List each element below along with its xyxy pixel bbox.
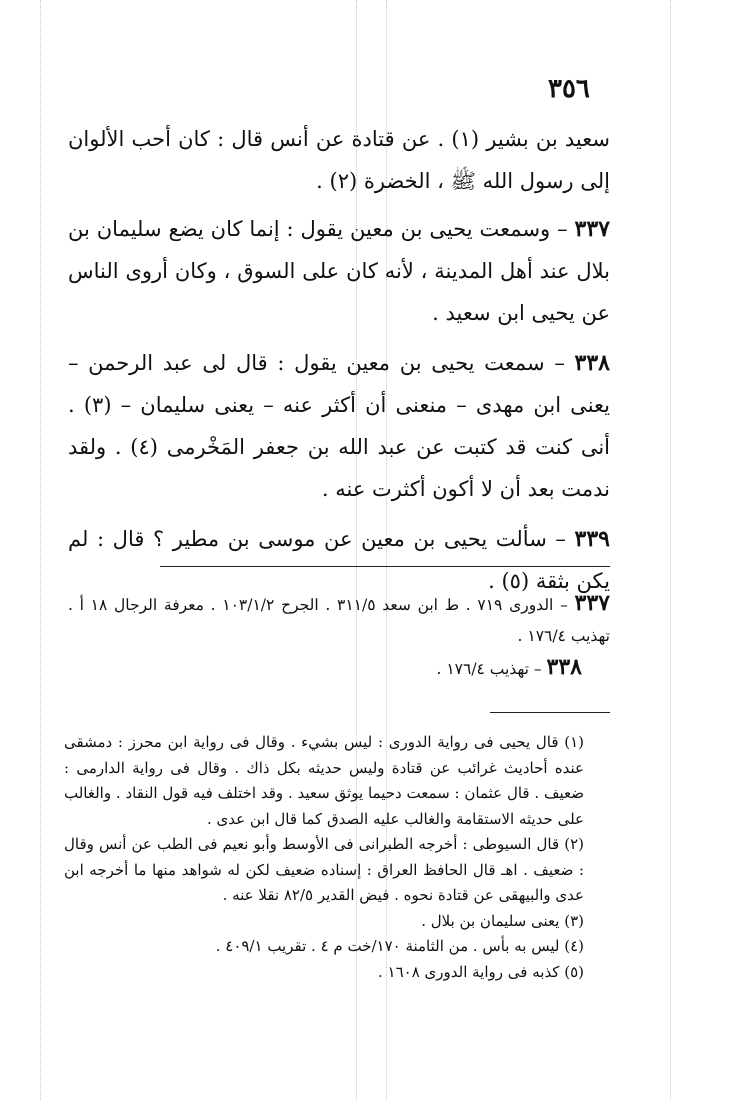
- entry-number: ٣٣٧: [574, 216, 610, 242]
- source-number: ٣٣٧: [574, 590, 610, 616]
- section-divider: [160, 566, 610, 567]
- footnotes-section: [64, 730, 612, 985]
- intro-paragraph: سعيد بن بشير (١) . عن قتادة عن أنس قال : كان أحب الألوان إلى رسول الله ﷺ ، الخضرة (٢) .: [68, 127, 610, 193]
- footnote: (٣) يعنى سليمان بن بلال .: [421, 911, 584, 930]
- sources-section: [68, 588, 610, 685]
- entry-number: ٣٣٩: [574, 526, 610, 552]
- source-entry: [68, 588, 610, 652]
- entry-paragraph: [68, 208, 610, 334]
- source-text: – تهذيب ١٧٦/٤ .: [436, 660, 542, 678]
- footnote-divider: [490, 712, 610, 713]
- footnote: (١) قال يحيى فى رواية الدورى : ليس بشيء . وقال فى رواية ابن محرز : دمشقى عنده أحاديث غرائب عن قتادة وليس حديثه بكل ذاك . وقال فى رواية الدارمى : ضعيف . قال عثمان : سمعت دحيما يوثق سعيد . وقد اختلف فيه قول النقاد . والغالب على حديثه الاستقامة والغالب عليه الصدق كما قال ابن عدى .: [64, 733, 584, 828]
- entry-text: – وسمعت يحيى بن معين يقول : إنما كان يضع سليمان بن بلال عند أهل المدينة ، لأنه كان على السوق ، وكان أروى الناس عن يحيى ابن سعيد .: [68, 217, 610, 325]
- entry-text: – سمعت يحيى بن معين يقول : قال لى عبد الرحمن – يعنى ابن مهدى – منعنى أن أكثر عنه – يعنى سليمان – (٣) . أنى كنت قد كتبت عن عبد الله بن جعفر المَخْرمى (٤) . ولقد ندمت بعد أن لا أكون أكثرت عنه .: [68, 351, 611, 501]
- page-number: ٣٥٦: [548, 74, 590, 104]
- source-number: ٣٣٨: [546, 654, 582, 680]
- main-text: [68, 118, 610, 610]
- scan-guide-line: [670, 0, 671, 1100]
- scan-guide-line: [40, 0, 41, 1100]
- source-entry: [68, 652, 610, 685]
- footnote: (٢) قال السيوطى : أخرجه الطبرانى فى الأوسط وأبو نعيم فى الطب عن أنس وقال : ضعيف . اهـ قال الحافظ العراق : إسناده ضعيف لكن له شواهد منها ما أخرجه ابن عدى والبيهقى عن قتادة نحوه . فيض القدير ٨٢/٥ نقلا عنه .: [64, 835, 584, 904]
- footnote: (٥) كذبه فى رواية الدورى ١٦٠٨ .: [377, 962, 584, 981]
- entry-paragraph: [68, 342, 610, 510]
- entry-number: ٣٣٨: [574, 350, 610, 376]
- source-text: – الدورى ٧١٩ . ط ابن سعد ٣١١/٥ . الجرح ١٠٣/١/٢ . معرفة الرجال ١٨ أ . تهذيب ١٧٦/٤ .: [68, 596, 610, 645]
- footnote: (٤) ليس به بأس . من الثامنة ١٧٠/خت م ٤ . تقريب ٤٠٩/١ .: [215, 937, 584, 955]
- entry-text: – سألت يحيى بن معين عن موسى بن مطير ؟ قال : لم يكن بثقة (٥) .: [68, 527, 610, 593]
